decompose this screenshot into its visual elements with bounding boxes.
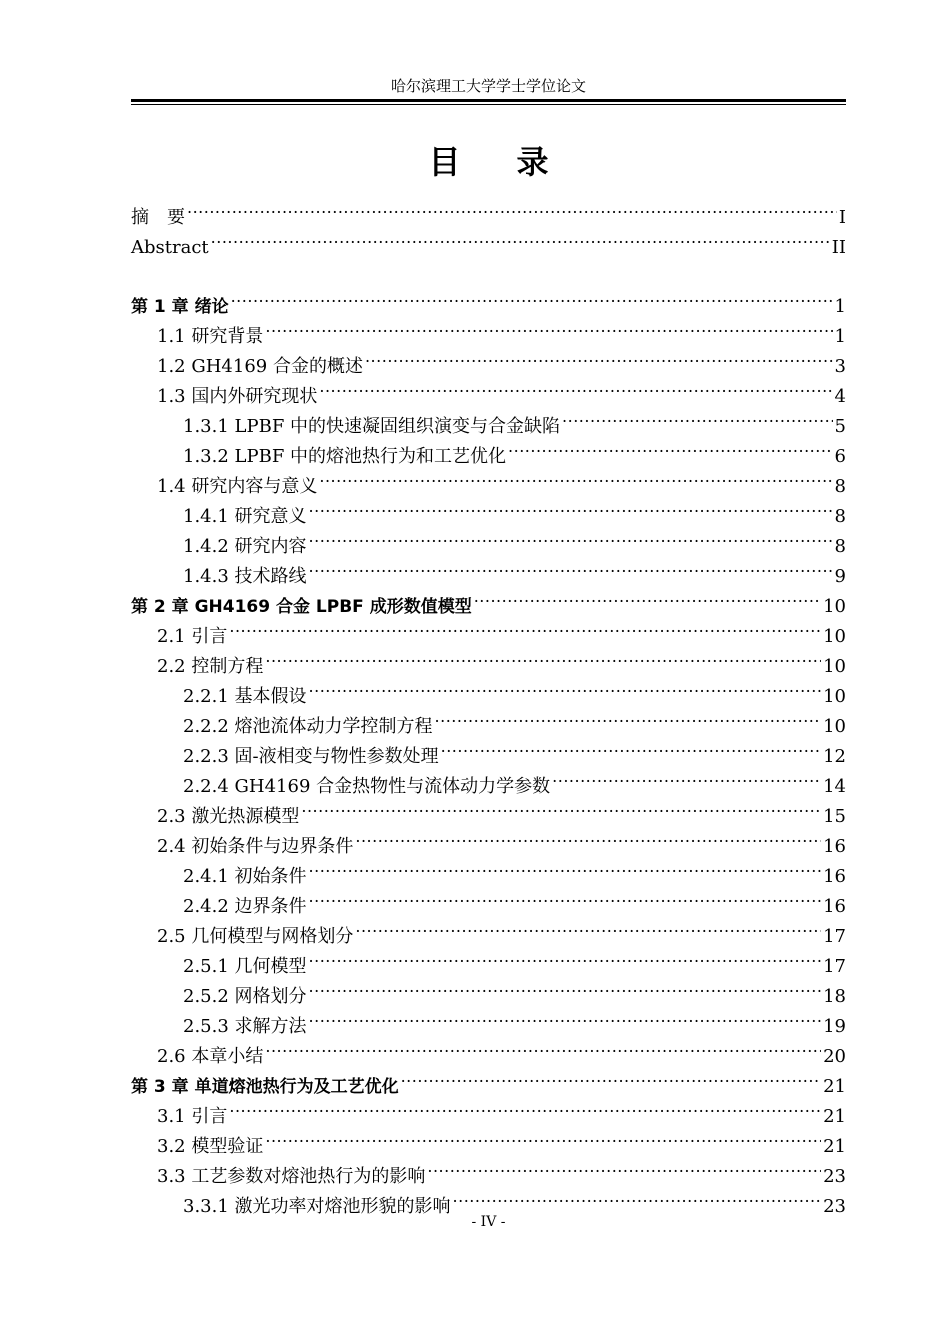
- toc-dot-leader: [265, 312, 832, 342]
- toc-entry-label: 2.5.3 求解方法: [183, 1016, 307, 1037]
- toc-entry-label: 1.3 国内外研究现状: [157, 386, 318, 407]
- toc-entry[interactable]: [131, 1122, 846, 1157]
- toc-entry-label: 1.4 研究内容与意义: [157, 476, 318, 497]
- toc-dot-leader: [453, 1182, 822, 1212]
- toc-entry[interactable]: [131, 223, 846, 258]
- toc-dot-leader: [309, 852, 822, 882]
- toc-entry-label: Abstract: [131, 237, 209, 258]
- toc-dot-leader: [211, 223, 830, 253]
- toc-dot-leader: [231, 282, 833, 312]
- toc-entry-page: 16: [823, 836, 846, 857]
- toc-entry-page: 5: [834, 416, 846, 437]
- toc-dot-leader: [265, 1122, 821, 1152]
- toc-entry-label: 2.1 引言: [157, 626, 228, 647]
- toc-entry-page: 20: [823, 1046, 846, 1067]
- toc-entry-page: 10: [823, 686, 846, 707]
- toc-entry-page: 8: [834, 476, 846, 497]
- toc-entry-label: 第 1 章 绪论: [131, 297, 229, 317]
- toc-dot-leader: [355, 822, 821, 852]
- toc-entry-page: 21: [823, 1136, 846, 1157]
- toc-dot-leader: [309, 942, 822, 972]
- page-header: 哈尔滨理工大学学士学位论文: [390, 77, 586, 95]
- toc-entry-page: II: [831, 237, 846, 258]
- toc-entry-label: 2.5.2 网格划分: [183, 986, 307, 1007]
- toc-entry-page: 1: [834, 296, 846, 317]
- toc-entry-label: 2.5.1 几何模型: [183, 956, 307, 977]
- toc-entry-page: 1: [834, 326, 846, 347]
- toc-entry-label: 1.3.2 LPBF 中的熔池热行为和工艺优化: [183, 446, 507, 467]
- toc-entry-label: 1.3.1 LPBF 中的快速凝固组织演变与合金缺陷: [183, 416, 561, 437]
- toc-dot-leader: [187, 193, 837, 223]
- toc-entry-page: 21: [823, 1106, 846, 1127]
- toc-entry-label: 1.2 GH4169 合金的概述: [157, 356, 363, 377]
- toc-dot-leader: [427, 1152, 821, 1182]
- toc-entry-label: 1.4.3 技术路线: [183, 566, 307, 587]
- toc-dot-leader: [265, 642, 821, 672]
- toc-dot-leader: [309, 552, 833, 582]
- toc-dot-leader: [562, 402, 833, 432]
- toc-title: 目录: [428, 143, 605, 181]
- toc-dot-leader: [441, 732, 821, 762]
- toc-entry-label: 3.3 工艺参数对熔池热行为的影响: [157, 1166, 426, 1187]
- toc-entry-label: 2.2.1 基本假设: [183, 686, 307, 707]
- toc-entry-label: 摘 要: [131, 207, 185, 228]
- toc-dot-leader: [309, 1002, 822, 1032]
- toc-entry-page: 19: [823, 1016, 846, 1037]
- toc-dot-leader: [301, 792, 821, 822]
- toc-entry-label: 3.1 引言: [157, 1106, 228, 1127]
- toc-entry[interactable]: [131, 642, 846, 677]
- toc-dot-leader: [508, 432, 833, 462]
- toc-entry-page: 10: [823, 716, 846, 737]
- toc-entry-label: 2.2 控制方程: [157, 656, 264, 677]
- toc-entry-label: 2.2.4 GH4169 合金热物性与流体动力学参数: [183, 776, 551, 797]
- toc-entry-label: 2.4.2 边界条件: [183, 896, 307, 917]
- toc-entry[interactable]: [131, 312, 846, 347]
- toc-entry-page: 8: [834, 506, 846, 527]
- toc-entry[interactable]: [131, 1092, 846, 1127]
- toc-entry-label: 2.4.1 初始条件: [183, 866, 307, 887]
- toc-dot-leader: [319, 372, 832, 402]
- toc-dot-leader: [319, 462, 832, 492]
- toc-entry-page: 4: [834, 386, 846, 407]
- toc-dot-leader: [309, 672, 822, 702]
- table-of-contents: [131, 193, 846, 1217]
- toc-entry-label: 2.3 激光热源模型: [157, 806, 300, 827]
- toc-entry-label: 2.2.2 熔池流体动力学控制方程: [183, 716, 433, 737]
- toc-dot-leader: [229, 612, 821, 642]
- toc-dot-leader: [552, 762, 821, 792]
- toc-entry-label: 2.5 几何模型与网格划分: [157, 926, 354, 947]
- header-rule-thick: [131, 99, 846, 102]
- toc-entry-page: 17: [823, 956, 846, 977]
- toc-dot-leader: [355, 912, 821, 942]
- toc-entry-page: 23: [823, 1166, 846, 1187]
- toc-dot-leader: [401, 1062, 822, 1092]
- toc-entry-page: 6: [834, 446, 846, 467]
- toc-entry-page: 10: [823, 626, 846, 647]
- toc-entry-label: 第 2 章 GH4169 合金 LPBF 成形数值模型: [131, 597, 472, 617]
- toc-entry-label: 1.4.1 研究意义: [183, 506, 307, 527]
- page-number: - IV -: [471, 1214, 506, 1230]
- toc-entry-page: 3: [834, 356, 846, 377]
- toc-dot-leader: [365, 342, 833, 372]
- toc-entry-page: 15: [823, 806, 846, 827]
- header-rule-thin: [131, 104, 846, 105]
- toc-entry[interactable]: [131, 282, 846, 317]
- toc-entry-page: 17: [823, 926, 846, 947]
- toc-dot-leader: [474, 582, 821, 612]
- toc-entry-page: 18: [823, 986, 846, 1007]
- toc-entry-label: 3.3.1 激光功率对熔池形貌的影响: [183, 1196, 451, 1217]
- toc-dot-leader: [309, 492, 833, 522]
- toc-entry-page: 10: [823, 656, 846, 677]
- toc-entry-page: 9: [834, 566, 846, 587]
- toc-entry-page: 14: [823, 776, 846, 797]
- toc-entry-page: 10: [823, 596, 846, 617]
- toc-entry-page: 16: [823, 896, 846, 917]
- toc-dot-leader: [309, 882, 822, 912]
- toc-dot-leader: [435, 702, 822, 732]
- toc-entry-page: 12: [823, 746, 846, 767]
- toc-entry-page: 16: [823, 866, 846, 887]
- toc-entry-label: 1.4.2 研究内容: [183, 536, 307, 557]
- toc-dot-leader: [309, 972, 822, 1002]
- toc-entry-label: 2.6 本章小结: [157, 1046, 264, 1067]
- toc-entry[interactable]: [131, 612, 846, 647]
- toc-entry-page: 23: [823, 1196, 846, 1217]
- toc-entry-label: 2.4 初始条件与边界条件: [157, 836, 354, 857]
- toc-entry[interactable]: [131, 193, 846, 228]
- toc-dot-leader: [265, 1032, 821, 1062]
- toc-dot-leader: [309, 522, 833, 552]
- toc-entry-label: 3.2 模型验证: [157, 1136, 264, 1157]
- toc-entry-page: 8: [834, 536, 846, 557]
- toc-entry-page: 21: [823, 1076, 846, 1097]
- toc-dot-leader: [229, 1092, 821, 1122]
- toc-entry-page: I: [838, 207, 846, 228]
- toc-entry-label: 2.2.3 固-液相变与物性参数处理: [183, 746, 439, 767]
- toc-entry-label: 1.1 研究背景: [157, 326, 264, 347]
- toc-entry-label: 第 3 章 单道熔池热行为及工艺优化: [131, 1077, 399, 1097]
